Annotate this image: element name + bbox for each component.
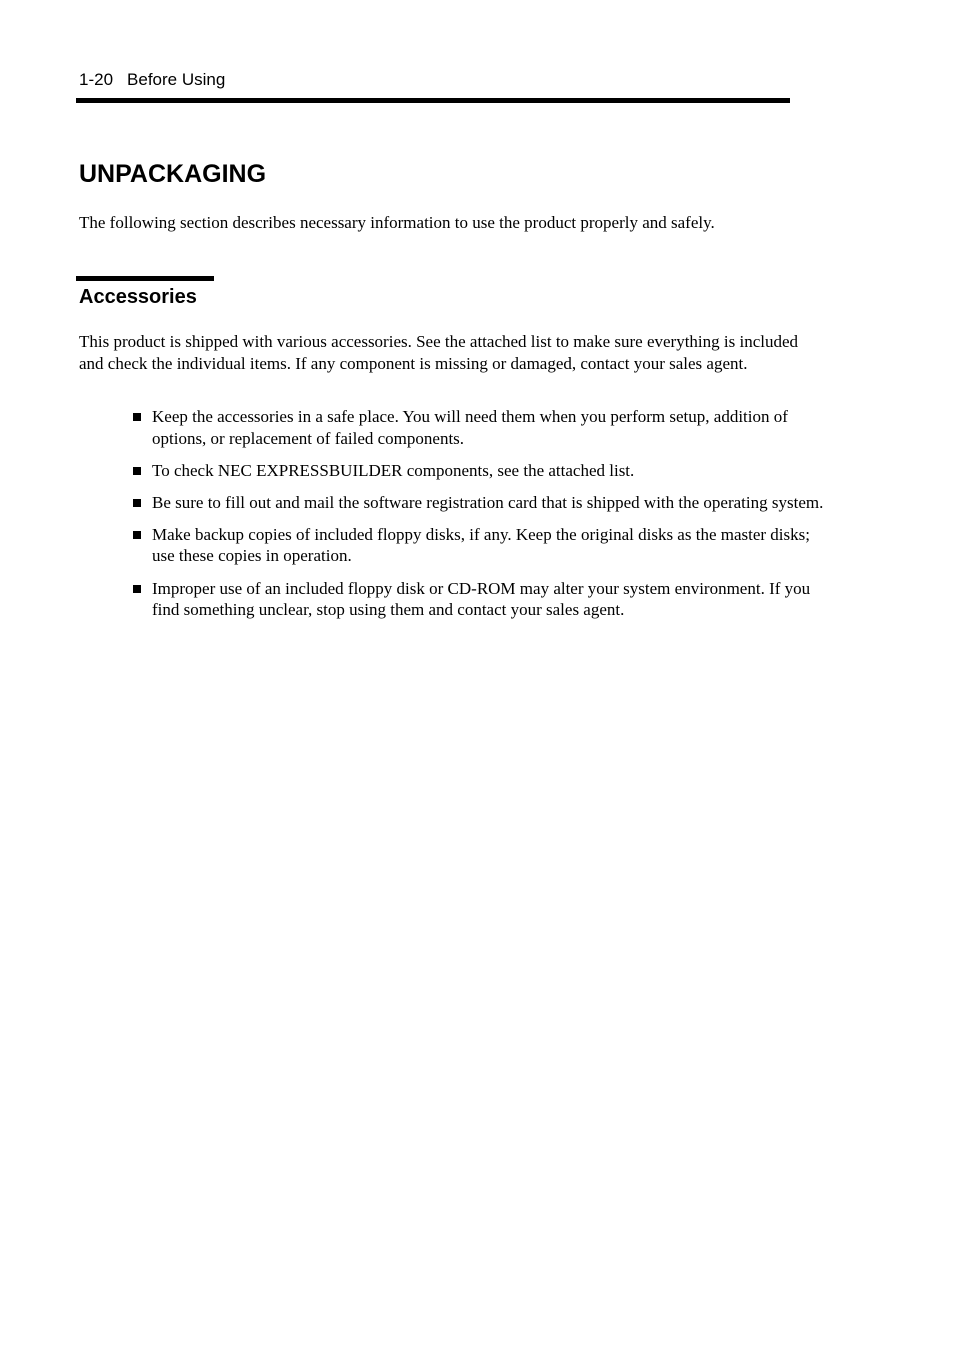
square-bullet-icon — [133, 499, 141, 507]
header-rule — [76, 98, 790, 103]
list-item-text: Keep the accessories in a safe place. You will need them when you perform setup, addition of options, or replacement of failed components. — [152, 407, 788, 448]
list-item — [131, 524, 831, 567]
running-header — [79, 68, 225, 92]
list-item — [131, 406, 831, 449]
list-item — [131, 492, 831, 514]
section-intro: The following section describes necessary information to use the product properly and safely. — [79, 213, 715, 232]
page-number: 1-20 — [79, 70, 114, 89]
square-bullet-icon — [133, 467, 141, 475]
bullet-list — [131, 406, 831, 631]
list-item-text: To check NEC EXPRESSBUILDER components, see the attached list. — [152, 460, 635, 480]
list-item-text: Be sure to fill out and mail the software registration card that is shipped with the operating system. — [152, 492, 824, 512]
section-title: UNPACKAGING — [79, 160, 267, 188]
chapter-title: Before Using — [127, 70, 226, 89]
square-bullet-icon — [133, 585, 141, 593]
subsection-paragraph: This product is shipped with various accessories. See the attached list to make sure everything is included and check the individual items. If any component is missing or damaged, contact your sales agent. — [79, 332, 799, 373]
subsection-rule — [76, 276, 214, 281]
list-item — [131, 578, 831, 621]
list-item-text: Make backup copies of included floppy disks, if any. Keep the original disks as the master disks; use these copies in operation. — [152, 524, 810, 566]
square-bullet-icon — [133, 531, 141, 539]
list-item-text: Improper use of an included floppy disk or CD-ROM may alter your system environment. If you find something unclear, stop using them and contact your sales agent. — [152, 578, 811, 620]
square-bullet-icon — [133, 413, 141, 421]
subsection-title: Accessories — [79, 286, 197, 308]
list-item — [131, 460, 831, 482]
